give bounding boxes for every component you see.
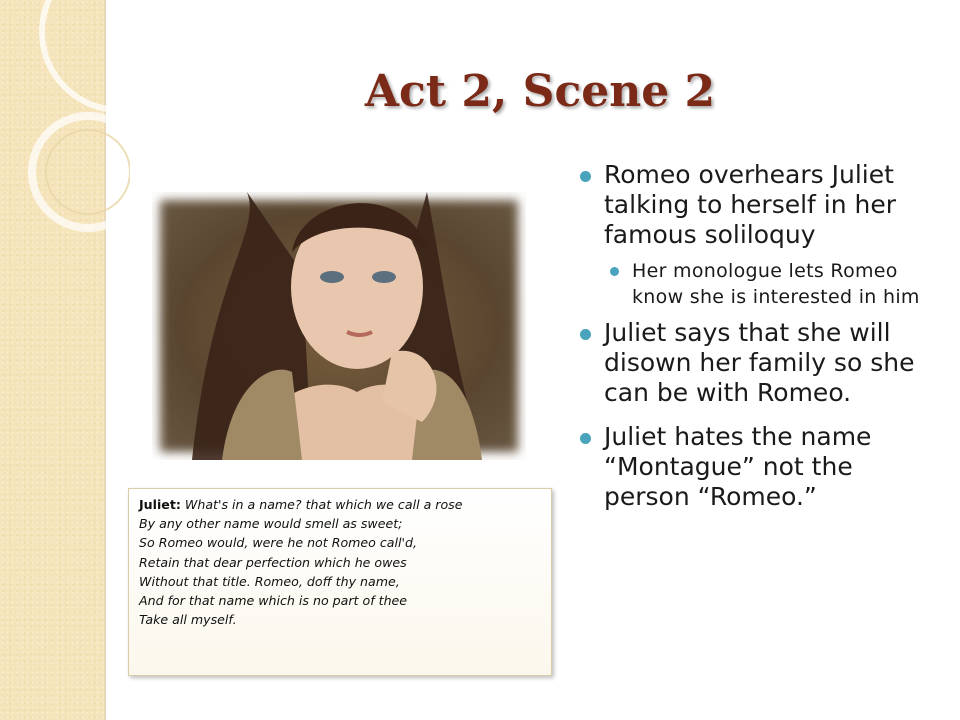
quote-box [128, 488, 552, 676]
quote-line-5: Without that title. Romeo, doff thy name, [139, 573, 400, 589]
bullet-text: Romeo overhears Juliet talking to herself in her famous soliloquy [604, 160, 897, 249]
bullet-text: Juliet says that she will disown her family so she can be with Romeo. [604, 318, 915, 407]
bullet-dot-icon [580, 433, 591, 444]
quote-line-4: Retain that dear perfection which he owes [139, 554, 407, 570]
photo-image [152, 192, 526, 460]
bullet-text: Juliet hates the name “Montague” not the person “Romeo.” [604, 422, 872, 511]
sub-bullet-text: Her monologue lets Romeo know she is interested in him [632, 260, 920, 308]
bullet-dot-icon [610, 267, 619, 276]
quote-line-2: By any other name would smell as sweet; [139, 516, 403, 532]
bullet-item [580, 422, 945, 512]
bullet-list [580, 160, 945, 516]
juliet-illustration [152, 192, 526, 460]
sub-bullet-item [580, 258, 945, 310]
quote-line-3: So Romeo would, were he not Romeo call'd, [139, 535, 417, 551]
bullet-dot-icon [580, 171, 591, 182]
quote-line-text: What's in a name? that which we call a rose [180, 497, 463, 512]
juliet-photo [140, 180, 538, 472]
quote-line-1 [139, 495, 541, 514]
bullet-item [580, 318, 945, 408]
bullet-dot-icon [580, 329, 591, 340]
quote-speaker: Juliet: [139, 497, 181, 512]
quote-line-7: Take all myself. [139, 612, 237, 628]
bullet-item [580, 160, 945, 250]
decorative-rings [0, 0, 130, 300]
quote-line-6: And for that name which is no part of thee [139, 593, 408, 609]
slide-title: Act 2, Scene 2 [364, 66, 716, 117]
